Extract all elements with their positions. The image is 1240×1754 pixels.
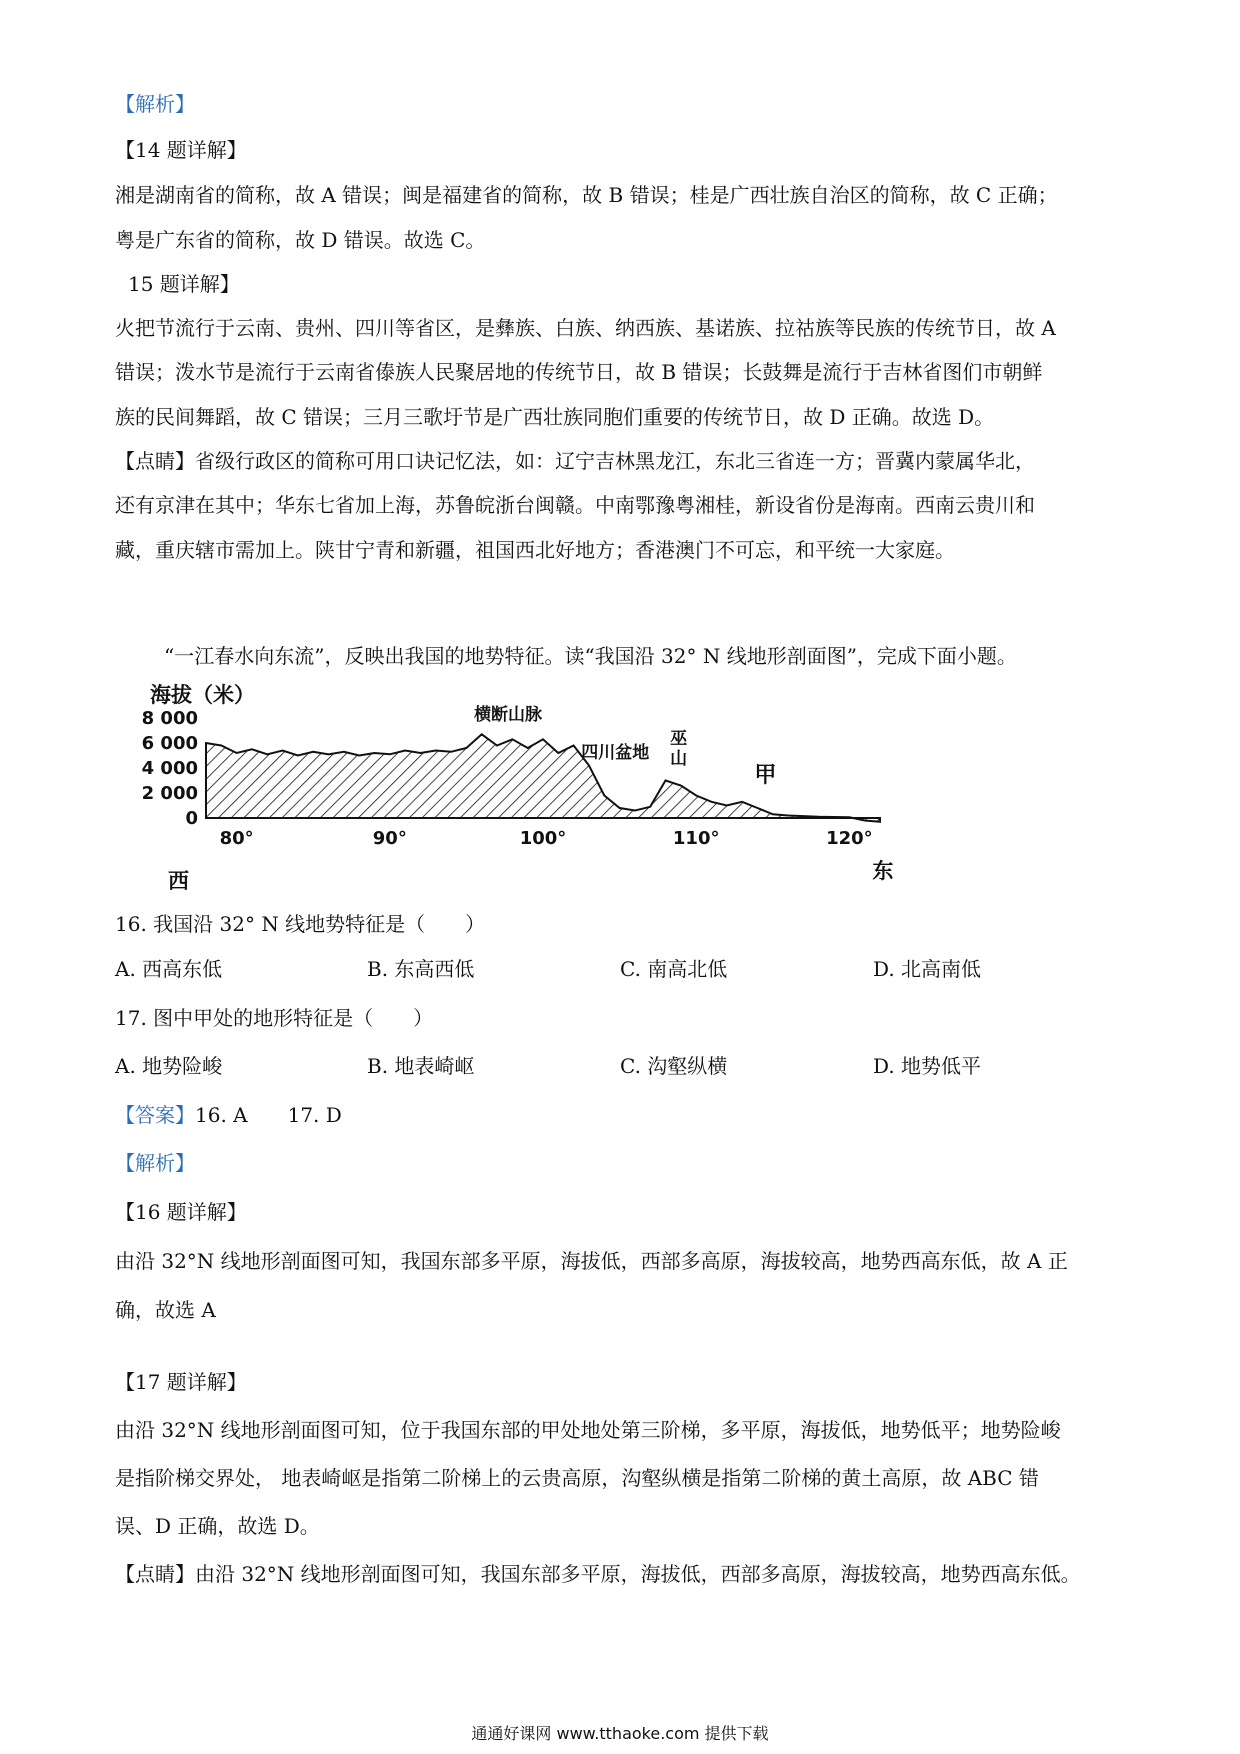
tip-line-2: 还有京津在其中；华东七省加上海，苏鲁皖浙台闽赣。中南鄂豫粤湘桂，新设省份是海南。西南云贵川和 <box>115 493 1035 517</box>
q17-detail-line-3: 误、D 正确，故选 D。 <box>115 1514 320 1538</box>
q15-text-line-3: 族的民间舞蹈，故 C 错误；三月三歌圩节是广西壮族同胞们重要的传统节日，故 D 正确。故选 D。 <box>115 405 995 429</box>
q17-option-c[interactable]: C. 沟壑纵横 <box>620 1054 728 1078</box>
y-axis-label: 海拔（米） <box>150 683 255 707</box>
tip-last-tag: 【点睛】 <box>115 1562 195 1586</box>
q16-detail-line-2: 确，故选 A <box>115 1298 216 1322</box>
question-16: 16. 我国沿 32° N 线地势特征是（ ） <box>115 912 486 936</box>
y-tick-label: 0 <box>185 808 198 829</box>
tip-last-text: 由沿 32°N 线地形剖面图可知，我国东部多平原，海拔低，西部多高原，海拔较高，地势西高东低。 <box>195 1562 1081 1586</box>
terrain-area <box>206 734 880 822</box>
y-tick-label: 8 000 <box>141 708 198 729</box>
q15-text-line-2: 错误；泼水节是流行于云南省傣族人民聚居地的传统节日，故 B 错误；长鼓舞是流行于吉林省图们市朝鲜 <box>115 360 1043 384</box>
footer-watermark: 通通好课网 www.tthaoke.com 提供下载 <box>471 1724 769 1743</box>
y-tick-label: 6 000 <box>141 733 198 754</box>
answer-tag: 【答案】 <box>115 1103 195 1127</box>
q17-option-a[interactable]: A. 地势险峻 <box>115 1054 223 1078</box>
tip-text-1: 省级行政区的简称可用口诀记忆法，如：辽宁吉林黑龙江，东北三省连一方；晋冀内蒙属华北， <box>195 449 1035 473</box>
annotation-jia: 甲 <box>754 763 777 788</box>
q16-option-d[interactable]: D. 北高南低 <box>873 957 982 981</box>
annotation-sichuan-basin: 四川盆地 <box>581 743 650 763</box>
q17-detail-line-1: 由沿 32°N 线地形剖面图可知，位于我国东部的甲处地处第三阶梯，多平原，海拔低，地势低平；地势险峻 <box>115 1418 1061 1442</box>
answer-text: 16. A 17. D <box>195 1103 342 1127</box>
tip-tag: 【点睛】 <box>115 449 195 473</box>
answer-line <box>115 1103 1135 1127</box>
q17-detail-heading: 【17 题详解】 <box>115 1370 247 1394</box>
q17-detail-line-2: 是指阶梯交界处， 地表崎岖是指第二阶梯上的云贵高原，沟壑纵横是指第二阶梯的黄土高原，故 ABC 错 <box>115 1466 1039 1490</box>
q15-detail-heading: 15 题详解】 <box>128 272 240 296</box>
q16-option-c[interactable]: C. 南高北低 <box>620 957 728 981</box>
q16-detail-heading: 【16 题详解】 <box>115 1200 247 1224</box>
terrain-profile-chart <box>141 682 980 912</box>
q16-detail-line-1: 由沿 32°N 线地形剖面图可知，我国东部多平原，海拔低，西部多高原，海拔较高，地势西高东低，故 A 正 <box>115 1249 1068 1273</box>
figure-caption: “一江春水向东流”，反映出我国的地势特征。读“我国沿 32° N 线地形剖面图”，完成下面小题。 <box>164 644 1017 668</box>
analysis-heading-2: 【解析】 <box>115 1151 195 1175</box>
tip-line-3: 藏，重庆辖市需加上。陕甘宁青和新疆，祖国西北好地方；香港澳门不可忘，和平统一大家庭。 <box>115 538 955 562</box>
q15-text-line-1: 火把节流行于云南、贵州、四川等省区，是彝族、白族、纳西族、基诺族、拉祜族等民族的传统节日，故 A <box>115 316 1056 340</box>
x-tick-label: 100° <box>519 828 567 849</box>
analysis-heading: 【解析】 <box>115 92 195 116</box>
west-label: 西 <box>168 869 189 893</box>
tip-line-1 <box>115 449 1135 473</box>
annotation-hengduan: 横断山脉 <box>474 705 543 725</box>
x-tick-label: 90° <box>372 828 407 849</box>
annotation-wushan-1: 巫 <box>670 729 688 749</box>
annotation-wushan-2: 山 <box>670 749 688 769</box>
q14-text-line-1: 湘是湖南省的简称，故 A 错误；闽是福建省的简称，故 B 错误；桂是广西壮族自治区的简称，故 C 正确； <box>115 183 1058 207</box>
q17-option-d[interactable]: D. 地势低平 <box>873 1054 982 1078</box>
y-tick-label: 4 000 <box>141 758 198 779</box>
x-tick-label: 80° <box>219 828 254 849</box>
question-17: 17. 图中甲处的地形特征是（ ） <box>115 1006 434 1030</box>
q16-option-b[interactable]: B. 东高西低 <box>367 957 475 981</box>
east-label: 东 <box>872 859 894 883</box>
x-tick-label: 120° <box>826 828 873 849</box>
q17-option-b[interactable]: B. 地表崎岖 <box>367 1054 475 1078</box>
q14-text-line-2: 粤是广东省的简称，故 D 错误。故选 C。 <box>115 228 486 252</box>
q14-detail-heading: 【14 题详解】 <box>115 138 247 162</box>
y-tick-label: 2 000 <box>141 783 198 804</box>
tip-last-line <box>115 1562 1135 1586</box>
q16-option-a[interactable]: A. 西高东低 <box>115 957 223 981</box>
x-tick-label: 110° <box>672 828 720 849</box>
